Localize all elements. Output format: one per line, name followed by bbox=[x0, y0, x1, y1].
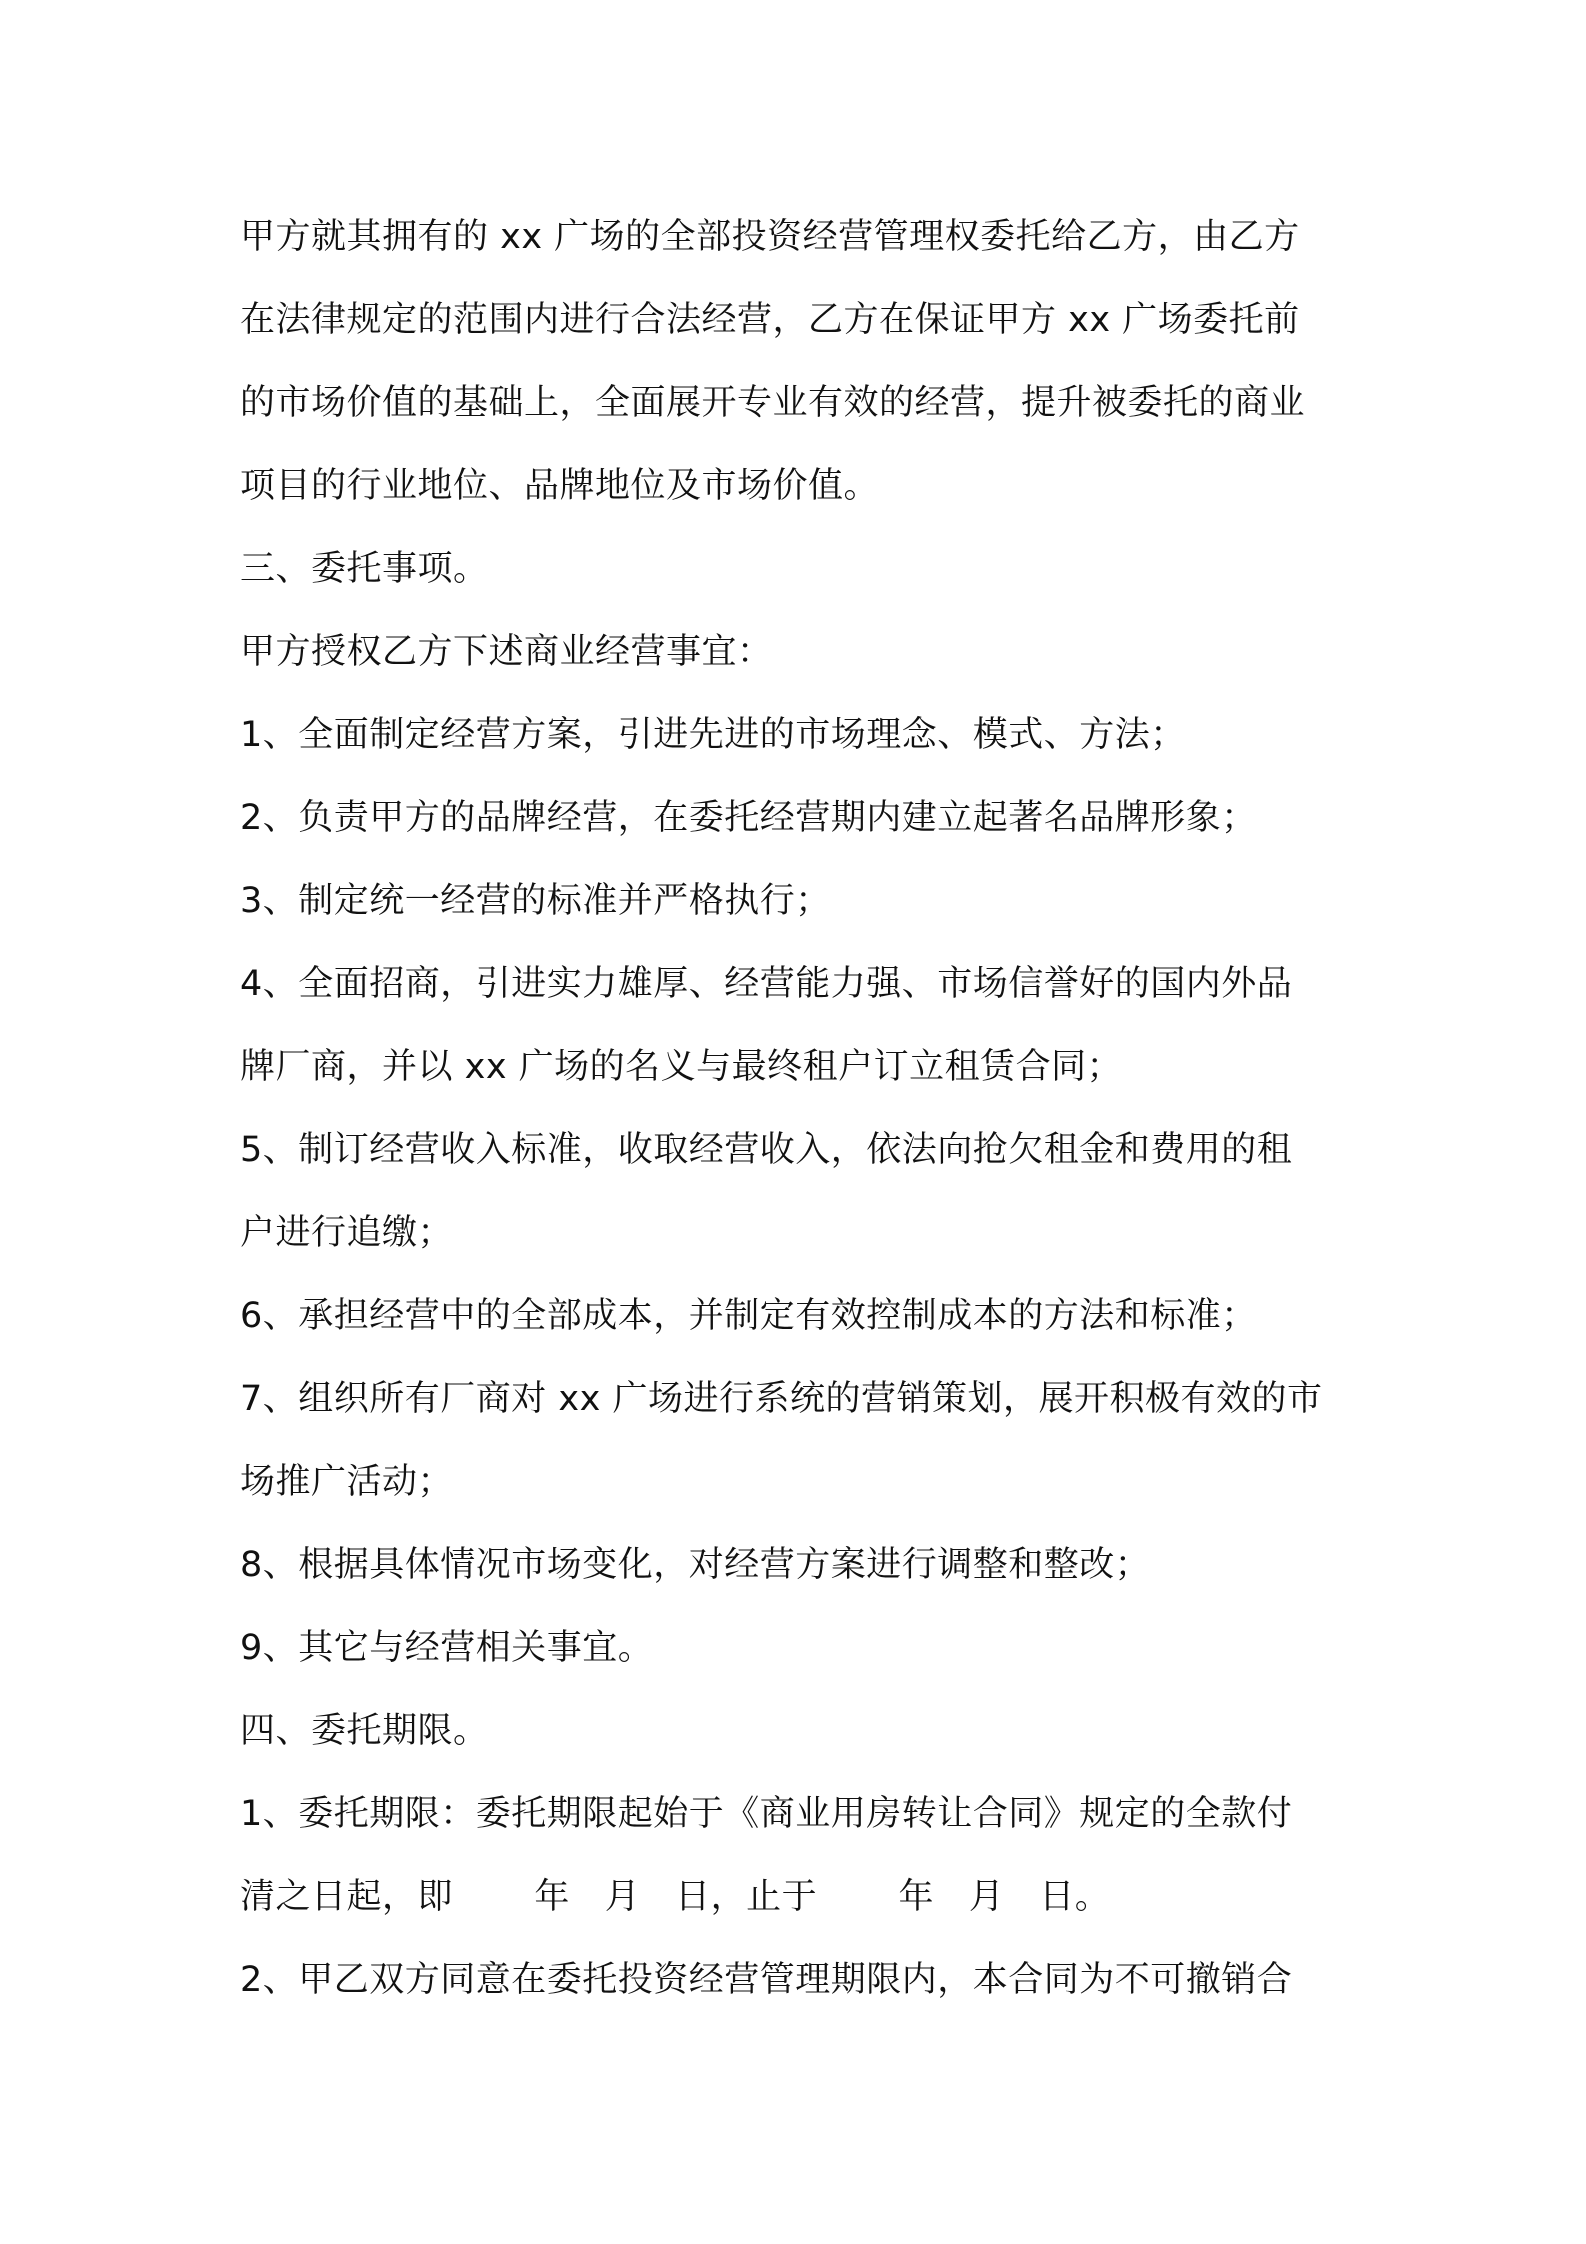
body-line-authorization: 甲方授权乙方下述商业经营事宜： bbox=[240, 632, 773, 672]
document-body bbox=[240, 196, 1360, 2022]
term-item-2: 2、甲乙双方同意在委托投资经营管理期限内，本合同为不可撤销合 bbox=[240, 1960, 1293, 2000]
term-item-1-continued: 清之日起，即 年 月 日，止于 年 月 日。 bbox=[240, 1877, 1111, 1917]
list-item-9: 9、其它与经营相关事宜。 bbox=[240, 1628, 654, 1668]
body-line-3: 的市场价值的基础上，全面展开专业有效的经营，提升被委托的商业 bbox=[240, 383, 1306, 423]
list-item-2: 2、负责甲方的品牌经营，在委托经营期内建立起著名品牌形象； bbox=[240, 798, 1257, 838]
list-item-6: 6、承担经营中的全部成本，并制定有效控制成本的方法和标准； bbox=[240, 1296, 1257, 1336]
list-item-7-continued: 场推广活动； bbox=[240, 1462, 454, 1502]
list-item-4-continued: 牌厂商，并以 xx 广场的名义与最终租户订立租赁合同； bbox=[240, 1047, 1123, 1087]
list-item-3: 3、制定统一经营的标准并严格执行； bbox=[240, 881, 831, 921]
section-heading-three: 三、委托事项。 bbox=[240, 549, 489, 589]
list-item-1: 1、全面制定经营方案，引进先进的市场理念、模式、方法； bbox=[240, 715, 1186, 755]
list-item-7: 7、组织所有厂商对 xx 广场进行系统的营销策划，展开积极有效的市 bbox=[240, 1379, 1323, 1419]
list-item-5: 5、制订经营收入标准，收取经营收入，依法向抢欠租金和费用的租 bbox=[240, 1130, 1293, 1170]
body-line-4: 项目的行业地位、品牌地位及市场价值。 bbox=[240, 466, 880, 506]
term-item-1: 1、委托期限：委托期限起始于《商业用房转让合同》规定的全款付 bbox=[240, 1794, 1293, 1834]
list-item-4: 4、全面招商，引进实力雄厚、经营能力强、市场信誉好的国内外品 bbox=[240, 964, 1293, 1004]
list-item-5-continued: 户进行追缴； bbox=[240, 1213, 454, 1253]
body-line-2: 在法律规定的范围内进行合法经营，乙方在保证甲方 xx 广场委托前 bbox=[240, 300, 1300, 340]
list-item-8: 8、根据具体情况市场变化，对经营方案进行调整和整改； bbox=[240, 1545, 1151, 1585]
section-heading-four: 四、委托期限。 bbox=[240, 1711, 489, 1751]
body-line-1: 甲方就其拥有的 xx 广场的全部投资经营管理权委托给乙方，由乙方 bbox=[240, 217, 1300, 257]
